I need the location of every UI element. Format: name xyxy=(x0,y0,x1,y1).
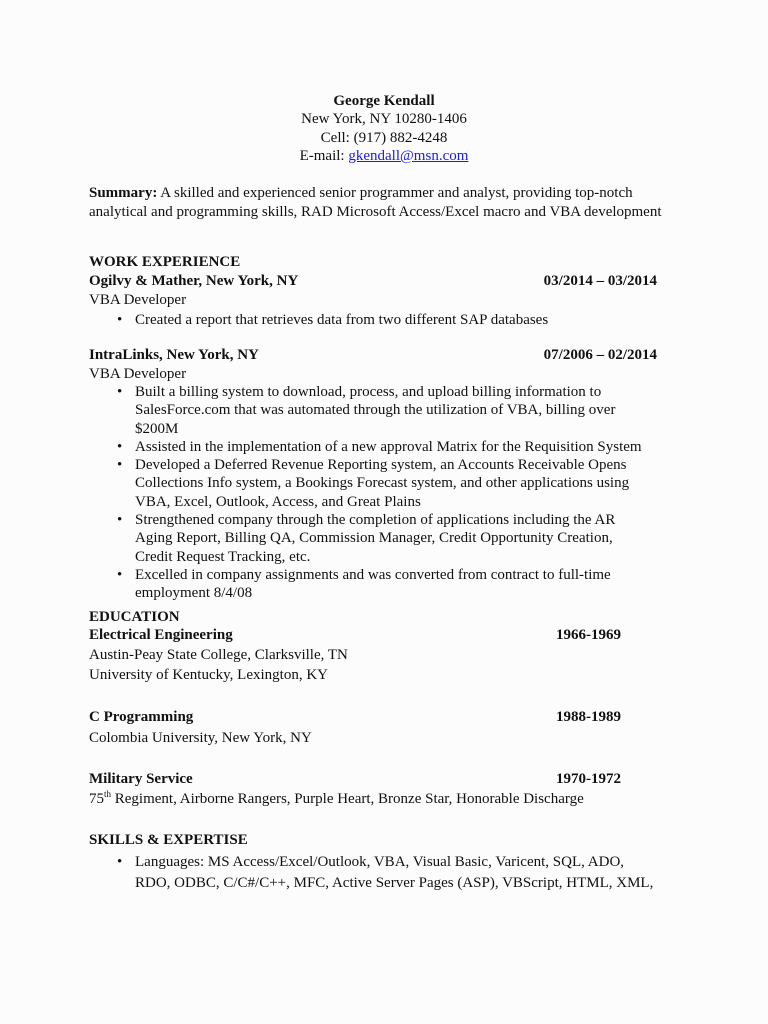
military-text: Regiment, Airborne Rangers, Purple Heart, Bronze Star, Honorable Discharge xyxy=(111,791,584,807)
job-bullets xyxy=(89,383,649,603)
company: IntraLinks, New York, NY xyxy=(89,347,259,363)
email-line xyxy=(0,147,768,166)
bullet-item: • Assisted in the implementation of a new approval Matrix for the Requisition System xyxy=(89,438,649,456)
ordinal-suffix: th xyxy=(104,789,112,799)
edu-header xyxy=(89,626,621,645)
edu-dates: 1988-1989 xyxy=(556,709,621,725)
company: Ogilvy & Mather, New York, NY xyxy=(89,273,299,289)
skills-heading: SKILLS & EXPERTISE xyxy=(89,832,248,848)
edu-line: Colombia University, New York, NY xyxy=(89,730,312,746)
skills-bullets xyxy=(89,852,659,894)
education-heading: EDUCATION xyxy=(89,609,180,625)
job-header xyxy=(89,272,657,291)
job-title: VBA Developer xyxy=(89,366,187,382)
bullet-item: • Languages: MS Access/Excel/Outlook, VBA, Visual Basic, Varicent, SQL, ADO, RDO, ODBC, C/C#/C++, MFC, Active Server Pages (ASP), VBScript, HTML, XML, xyxy=(89,852,659,894)
job-dates: 03/2014 – 03/2014 xyxy=(543,273,657,289)
edu-header xyxy=(89,708,621,727)
summary-label: Summary: xyxy=(89,185,158,201)
edu-title: Electrical Engineering xyxy=(89,627,233,643)
bullet-item: • Built a billing system to download, process, and upload billing information to SalesForce.com that was automated through the utilization of VBA, billing over $200M xyxy=(89,383,649,438)
bullet-item: • Excelled in company assignments and was converted from contract to full-time employment 8/4/08 xyxy=(89,566,649,603)
edu-title: Military Service xyxy=(89,771,193,787)
military-details xyxy=(89,790,584,809)
summary-line2: analytical and programming skills, RAD Microsoft Access/Excel macro and VBA development xyxy=(89,203,662,220)
bullet-item: • Created a report that retrieves data from two different SAP databases xyxy=(89,311,649,329)
email-link[interactable]: gkendall@msn.com xyxy=(348,148,469,164)
edu-line: University of Kentucky, Lexington, KY xyxy=(89,667,328,683)
summary-line1: A skilled and experienced senior programmer and analyst, providing top-notch xyxy=(157,185,633,201)
job-dates: 07/2006 – 02/2014 xyxy=(543,347,657,363)
edu-line: Austin-Peay State College, Clarksville, TN xyxy=(89,647,348,663)
regiment-number: 75 xyxy=(89,791,104,807)
candidate-name: George Kendall xyxy=(333,93,435,109)
edu-dates: 1966-1969 xyxy=(556,627,621,643)
email-label: E-mail: xyxy=(299,148,349,164)
bullet-item: • Developed a Deferred Revenue Reporting system, an Accounts Receivable Opens Collections Info system, a Bookings Forecast system, and other applications using VBA, Excel, Outlook, Access, and Great Plains xyxy=(89,456,649,511)
edu-title: C Programming xyxy=(89,709,194,725)
job-bullets xyxy=(89,311,649,329)
edu-dates: 1970-1972 xyxy=(556,771,621,787)
cell-phone: Cell: (917) 882-4248 xyxy=(320,130,448,146)
summary xyxy=(89,184,689,221)
address: New York, NY 10280-1406 xyxy=(301,111,467,127)
job-title: VBA Developer xyxy=(89,292,187,308)
edu-header xyxy=(89,770,621,789)
work-heading: WORK EXPERIENCE xyxy=(89,254,241,270)
bullet-item: • Strengthened company through the completion of applications including the AR Aging Report, Billing QA, Commission Manager, Credit Opportunity Creation, Credit Request Tracking, etc. xyxy=(89,511,649,566)
job-header xyxy=(89,346,657,365)
